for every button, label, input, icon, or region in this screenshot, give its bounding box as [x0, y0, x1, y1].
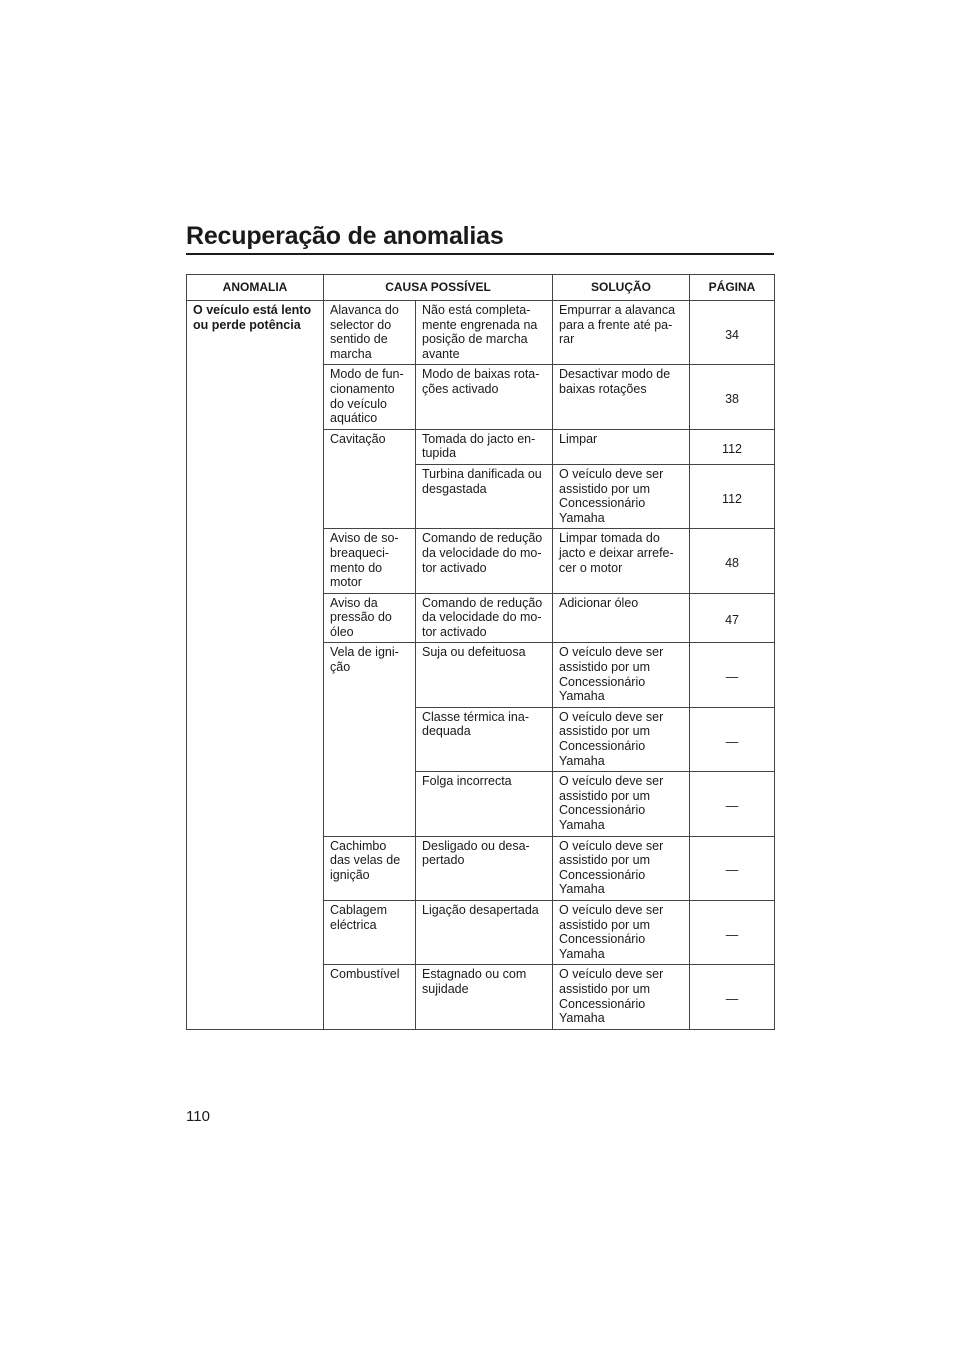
cause-cell: Cachimbo das velas de ignição [324, 836, 416, 900]
page-cell: 112 [690, 464, 775, 528]
cause-cell: Aviso de so-breaqueci-mento do motor [324, 529, 416, 593]
page-cell: — [690, 900, 775, 964]
cause-cell: Alavanca do selector do sentido de marcha [324, 301, 416, 365]
header-cause: CAUSA POSSÍVEL [324, 275, 553, 301]
solution-cell: Empurrar a alavanca para a frente até pa-rar [553, 301, 690, 365]
page-cell: 38 [690, 365, 775, 429]
cause-detail-cell: Tomada do jacto en-tupida [416, 429, 553, 464]
solution-cell: O veículo deve ser assistido por um Concessionário Yamaha [553, 772, 690, 836]
page-number: 110 [186, 1108, 210, 1125]
cause-detail-cell: Comando de redução da velocidade do mo-tor activado [416, 593, 553, 643]
page-cell: 47 [690, 593, 775, 643]
solution-cell: O veículo deve ser assistido por um Concessionário Yamaha [553, 464, 690, 528]
page-cell: 48 [690, 529, 775, 593]
cause-detail-cell: Estagnado ou com sujidade [416, 965, 553, 1029]
solution-cell: Adicionar óleo [553, 593, 690, 643]
solution-cell: O veículo deve ser assistido por um Concessionário Yamaha [553, 643, 690, 707]
page-cell: — [690, 836, 775, 900]
cause-detail-cell: Turbina danificada ou desgastada [416, 464, 553, 528]
page-cell: — [690, 707, 775, 771]
solution-cell: O veículo deve ser assistido por um Concessionário Yamaha [553, 900, 690, 964]
page-cell: — [690, 643, 775, 707]
cause-cell: Cablagem eléctrica [324, 900, 416, 964]
cause-detail-cell: Suja ou defeituosa [416, 643, 553, 707]
cause-detail-cell: Comando de redução da velocidade do mo-tor activado [416, 529, 553, 593]
cause-cell: Combustível [324, 965, 416, 1029]
header-page: PÁGINA [690, 275, 775, 301]
cause-detail-cell: Folga incorrecta [416, 772, 553, 836]
table-body [187, 301, 775, 1030]
cause-cell: Cavitação [324, 429, 416, 529]
page-cell: — [690, 772, 775, 836]
solution-cell: O veículo deve ser assistido por um Concessionário Yamaha [553, 836, 690, 900]
page-title: Recuperação de anomalias [186, 222, 504, 250]
cause-cell: Vela de igni-ção [324, 643, 416, 836]
table-header-row [187, 275, 775, 301]
solution-cell: Limpar [553, 429, 690, 464]
header-solution: SOLUÇÃO [553, 275, 690, 301]
solution-cell: O veículo deve ser assistido por um Concessionário Yamaha [553, 965, 690, 1029]
solution-cell: Limpar tomada do jacto e deixar arrefe-cer o motor [553, 529, 690, 593]
page-cell: 34 [690, 301, 775, 365]
table-row [187, 301, 775, 365]
anomaly-cell: O veículo está lento ou perde potência [187, 301, 324, 1030]
title-divider [186, 253, 774, 255]
solution-cell: Desactivar modo de baixas rotações [553, 365, 690, 429]
cause-detail-cell: Ligação desapertada [416, 900, 553, 964]
cause-detail-cell: Modo de baixas rota-ções activado [416, 365, 553, 429]
solution-cell: O veículo deve ser assistido por um Concessionário Yamaha [553, 707, 690, 771]
cause-cell: Modo de fun-cionamento do veículo aquático [324, 365, 416, 429]
cause-detail-cell: Desligado ou desa-pertado [416, 836, 553, 900]
cause-detail-cell: Não está completa-mente engrenada na posição de marcha avante [416, 301, 553, 365]
cause-cell: Aviso da pressão do óleo [324, 593, 416, 643]
troubleshooting-table [186, 274, 775, 1030]
header-anomaly: ANOMALIA [187, 275, 324, 301]
page-cell: 112 [690, 429, 775, 464]
cause-detail-cell: Classe térmica ina-dequada [416, 707, 553, 771]
page-cell: — [690, 965, 775, 1029]
